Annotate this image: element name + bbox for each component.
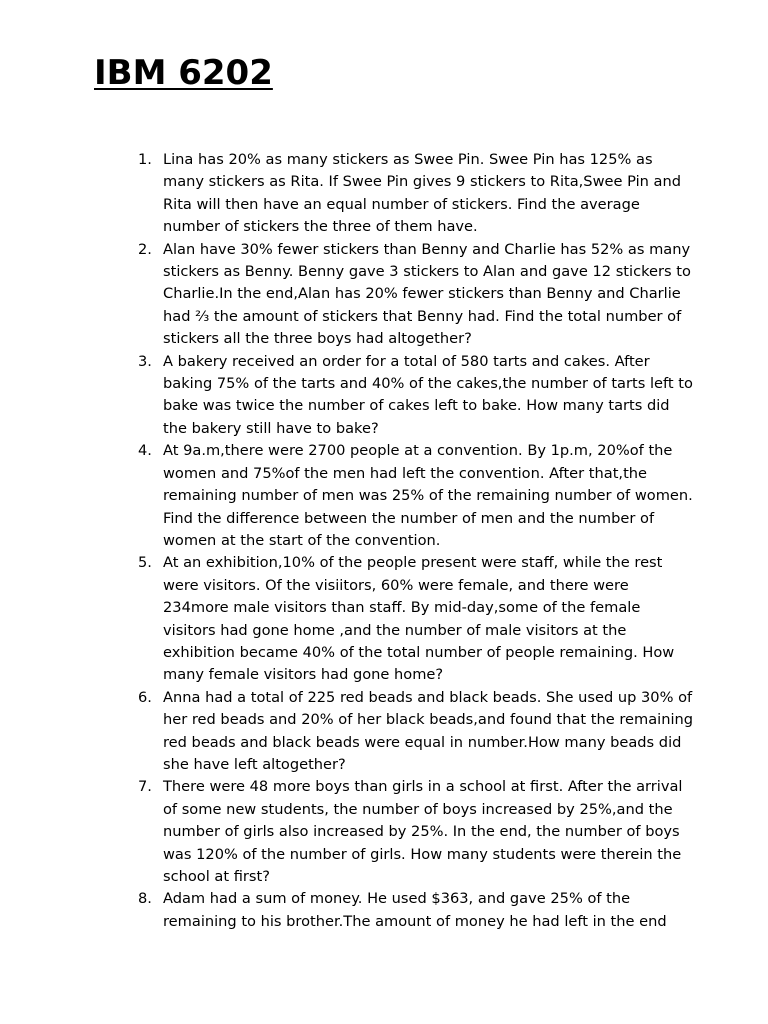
question-number: 3. <box>138 352 152 370</box>
question-item <box>94 552 694 686</box>
question-text: At an exhibition,10% of the people present were staff, while the rest were visitors. Of the visiitors, 60% were female, and there were 234more male visitors than staff. By mid-day,some of the female visitors had gone home ,and the number of male visitors at the exhibition became 40% of the total number of people remaining. How many female visitors had gone home? <box>163 554 675 684</box>
question-item <box>94 776 694 888</box>
question-number: 8. <box>138 890 152 908</box>
question-text: There were 48 more boys than girls in a school at first. After the arrival of some new students, the number of boys increased by 25%,and the number of girls also increased by 25%. In the end, the number of boys was 120% of the number of girls. How many students were therein the school at first? <box>163 778 683 885</box>
question-number: 5. <box>138 554 152 572</box>
question-number: 6. <box>138 688 152 706</box>
question-item <box>94 351 694 441</box>
question-item <box>94 440 694 552</box>
question-text: Anna had a total of 225 red beads and black beads. She used up 30% of her red beads and 20% of her black beads,and found that the remaining red beads and black beads were equal in number.How many beads did she have left altogether? <box>163 688 694 773</box>
question-text: Lina has 20% as many stickers as Swee Pin. Swee Pin has 125% as many stickers as Rita. If Swee Pin gives 9 stickers to Rita,Swee Pin and Rita will then have an equal number of stickers. Find the average number of stickers the three of them have. <box>163 151 681 236</box>
document-title: IBM 6202 <box>94 53 273 93</box>
question-text: Alan have 30% fewer stickers than Benny and Charlie has 52% as many stickers as Benny. Benny gave 3 stickers to Alan and gave 12 stickers to Charlie.In the end,Alan has 20% fewer stickers than Benny and Charlie had ⅔ the amount of stickers that Benny had. Find the total number of stickers all the three boys had altogether? <box>163 240 691 348</box>
question-item <box>94 239 694 351</box>
question-item <box>94 888 694 933</box>
question-item <box>94 149 694 239</box>
question-number: 1. <box>138 151 152 168</box>
question-number: 7. <box>138 778 152 796</box>
question-list <box>94 149 694 933</box>
question-text: A bakery received an order for a total of 580 tarts and cakes. After baking 75% of the tarts and 40% of the cakes,the number of tarts left to bake was twice the number of cakes left to bake. How many tarts did the bakery still have to bake? <box>163 352 693 437</box>
question-number: 4. <box>138 442 152 460</box>
question-text: At 9a.m,there were 2700 people at a convention. By 1p.m, 20%of the women and 75%of the men had left the convention. After that,the remaining number of men was 25% of the remaining number of women. Find the difference between the number of men and the number of women at the start of the convention. <box>163 442 693 549</box>
question-number: 2. <box>138 240 152 258</box>
question-text: Adam had a sum of money. He used $363, and gave 25% of the remaining to his brother.The amount of money he had left in the end <box>163 890 667 930</box>
question-item <box>94 687 694 777</box>
